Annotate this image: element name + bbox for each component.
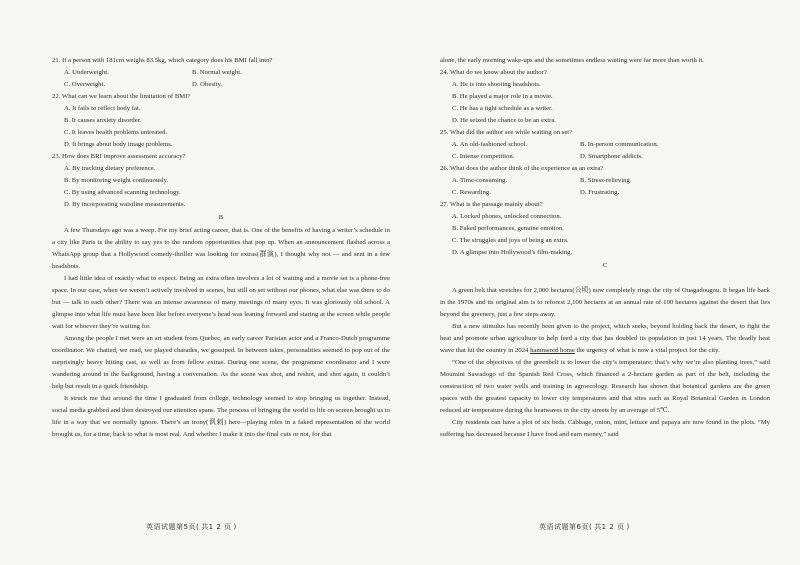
- option-d: D. He seized the chance to be an extra.: [452, 117, 556, 124]
- option-a: A. He is into shooting headshots.: [452, 81, 541, 88]
- option-d: D. Frustrating.: [580, 189, 620, 196]
- question-stem: 23. How does BRI improve assessment accuracy?: [52, 153, 186, 160]
- passage-b-paragraph-1: A few Thursdays ago was a weep. For my brief acting career, that is. One of the benefits of having a writer’s schedule in a city like Paris is the ability to say yes to the random opportunities that pop up. When an announcement flashed across a WhatsApp group that a Hollywood comedy-thriller was looking for extras(群演), I thought why not — and sent in a few headshots.: [52, 227, 390, 270]
- footer-total: 共1 2 页: [594, 523, 625, 531]
- option-c: C. It leaves health problems untreated.: [64, 129, 168, 136]
- passage-b-continuation: alone, the early morning wake-ups and the sometimes endless waiting were far more than worth it.: [440, 57, 704, 64]
- option-a: A. An old-fashioned school.: [452, 141, 528, 148]
- option-d: D. By incorporating waistline measurements.: [64, 201, 186, 208]
- question-stem: 26. What does the author think of the experience as an extra?: [440, 165, 604, 172]
- page-footer-right: [538, 522, 631, 532]
- question-26: [440, 163, 770, 199]
- footer-label: 英语试题第6页(: [539, 523, 593, 531]
- left-page: [52, 0, 390, 565]
- question-stem: 21. If a person with 181cm weighs 83.5kg, which category does his BMI fall into?: [52, 57, 273, 64]
- option-b: B. By monitoring weight continuously.: [64, 177, 169, 184]
- option-a: A. Locked phones, unlocked connection.: [452, 213, 562, 220]
- question-25: [440, 127, 770, 163]
- footer-label: 英语试题第5页(: [146, 523, 200, 531]
- question-22: [52, 91, 390, 151]
- option-d: D. Smartphone addicts.: [580, 153, 643, 160]
- passage-c-paragraph-3: “One of the objectives of the greenbelt is to lower the city’s temperature; that’s why we’re also planting trees,” said Moumini Sawadogo of the Spanish Red Cross, which financed a 2-hectare garden as part of the belt, including the construction of two water wells and training in agroecology. Research has shown that botanical gardens are the green spaces with the greatest capacity to lower city temperatures and that sites such as Royal Botanical Garden in London reduced air temperature during the heatwaves in the city streets by an average of 5℃.: [440, 359, 770, 414]
- passage-b-paragraph-3: Among the people I met were an art student from Quebec, an early career Parisian actor and a Franco-Dutch programme coordinator. We chatted, we read, we played charades, we gossiped. In between takes, personalities seemed to pop out of the surprisingly heavy hitting cast, as well as from fellow extras. During one scene, the programme coordinator and I were wandering around in the background, having a conversation. As the scene was shot, and reshot, and shot again, it couldn’t help but result in a quick friendship.: [52, 335, 390, 390]
- option-b: B. Normal weight.: [192, 69, 242, 76]
- option-b: B. He played a major role in a movie.: [452, 93, 553, 100]
- option-b: B. Faked performances, genuine emotion.: [452, 225, 564, 232]
- option-b: B. It causes anxiety disorder.: [64, 117, 142, 124]
- passage-c-paragraph-1: A green belt that stretches for 2,000 hectares(公顷) now completely rings the city of Ouagadougou. It began life back in the 1970s and its original aim is to reforest 2,100 hectares at an annual rate of 100 hectares against the desert that lies beyond the greenery, just a few steps away.: [440, 287, 770, 318]
- page-footer-left: [145, 522, 238, 532]
- passage-b-paragraph-2: I had little idea of exactly what to expect. Being an extra often involves a lot of waiting and a movie set is a phone-free space. In our case, when we weren’t actively involved in scenes, but still on set without our phones, what else was there to do but — talk to each other? There was an intense awareness of many meetings of many eyes. It was gloriously old school. A glimpse into what life must have been like before everyone’s head was leaning forward and staring at the screen while people wait for whoever they’re waiting for.: [52, 275, 390, 330]
- question-27: [440, 199, 770, 259]
- question-21: [52, 55, 390, 91]
- option-a: A. It fails to reflect body fat.: [64, 105, 141, 112]
- right-page: [440, 0, 770, 565]
- option-d: D. A glimpse into Hollywood’s film-making.: [452, 249, 573, 256]
- passage-c-paragraph-2: [440, 321, 770, 357]
- question-stem: 27. What is the passage mainly about?: [440, 201, 543, 208]
- passage-c-paragraph-4: City residents can have a plot of six beds. Cabbage, onion, mint, lettuce and papaya are now found in the plots. “My suffering has decreased because I have food and earn money,” said: [440, 419, 770, 438]
- option-c: C. The struggles and joys of being an extra.: [452, 237, 569, 244]
- option-a: A. By tracking dietary preference.: [64, 165, 156, 172]
- paragraph-text: the urgency of what is now a vital project for the city.: [574, 347, 720, 354]
- footer-close: ): [626, 523, 630, 531]
- section-heading-b: B: [218, 214, 224, 221]
- question-stem: 22. What can we learn about the limitation of BMI?: [52, 93, 191, 100]
- option-c: C. Overweight.: [64, 81, 106, 88]
- option-a: A. Time-consuming.: [452, 177, 508, 184]
- footer-total: 共1 2 页: [201, 523, 232, 531]
- option-b: B. Stress-relieving.: [580, 177, 632, 184]
- option-c: C. He has a tight schedule as a writer.: [452, 105, 553, 112]
- section-gap: [440, 273, 770, 285]
- question-stem: 24. What do we know about the author?: [440, 69, 547, 76]
- option-a: A. Underweight.: [64, 69, 109, 76]
- section-heading-c: C: [602, 262, 608, 269]
- question-24: [440, 67, 770, 127]
- option-c: C. Intense competition.: [452, 153, 515, 160]
- question-23: [52, 151, 390, 211]
- paragraph-text: But a new stimulus has recently been given to the project, which seeks, beyond holding back the desert, to fight the heat and promote urban agriculture to help feed a city that has doubled its population in just 14 years. The deadly heat wave that hit the country in 2024: [440, 323, 770, 354]
- passage-b-paragraph-4: It struck me that around the time I graduated from college, technology seemed to stop bringing us together. Instead, social media grabbed and then destroyed our attention spans. The process of bringing the world to life on screen brought us to life in a way that we normally ignore. There’s an irony(讽刺) here—playing roles in a faked representation of the world brought us, for a time, back to what is most real. And whether I make it into the final cuts or not, for that: [52, 395, 390, 438]
- underlined-phrase: hammered home: [530, 347, 575, 354]
- option-d: D. It brings about body image problems.: [64, 141, 173, 148]
- footer-close: ): [233, 523, 237, 531]
- option-c: C. By using advanced scanning technology.: [64, 189, 181, 196]
- option-d: D. Obesity.: [192, 81, 223, 88]
- option-b: B. In-person communication.: [580, 141, 659, 148]
- option-c: C. Rewarding.: [452, 189, 491, 196]
- question-stem: 25. What did the author see while waiting on set?: [440, 129, 573, 136]
